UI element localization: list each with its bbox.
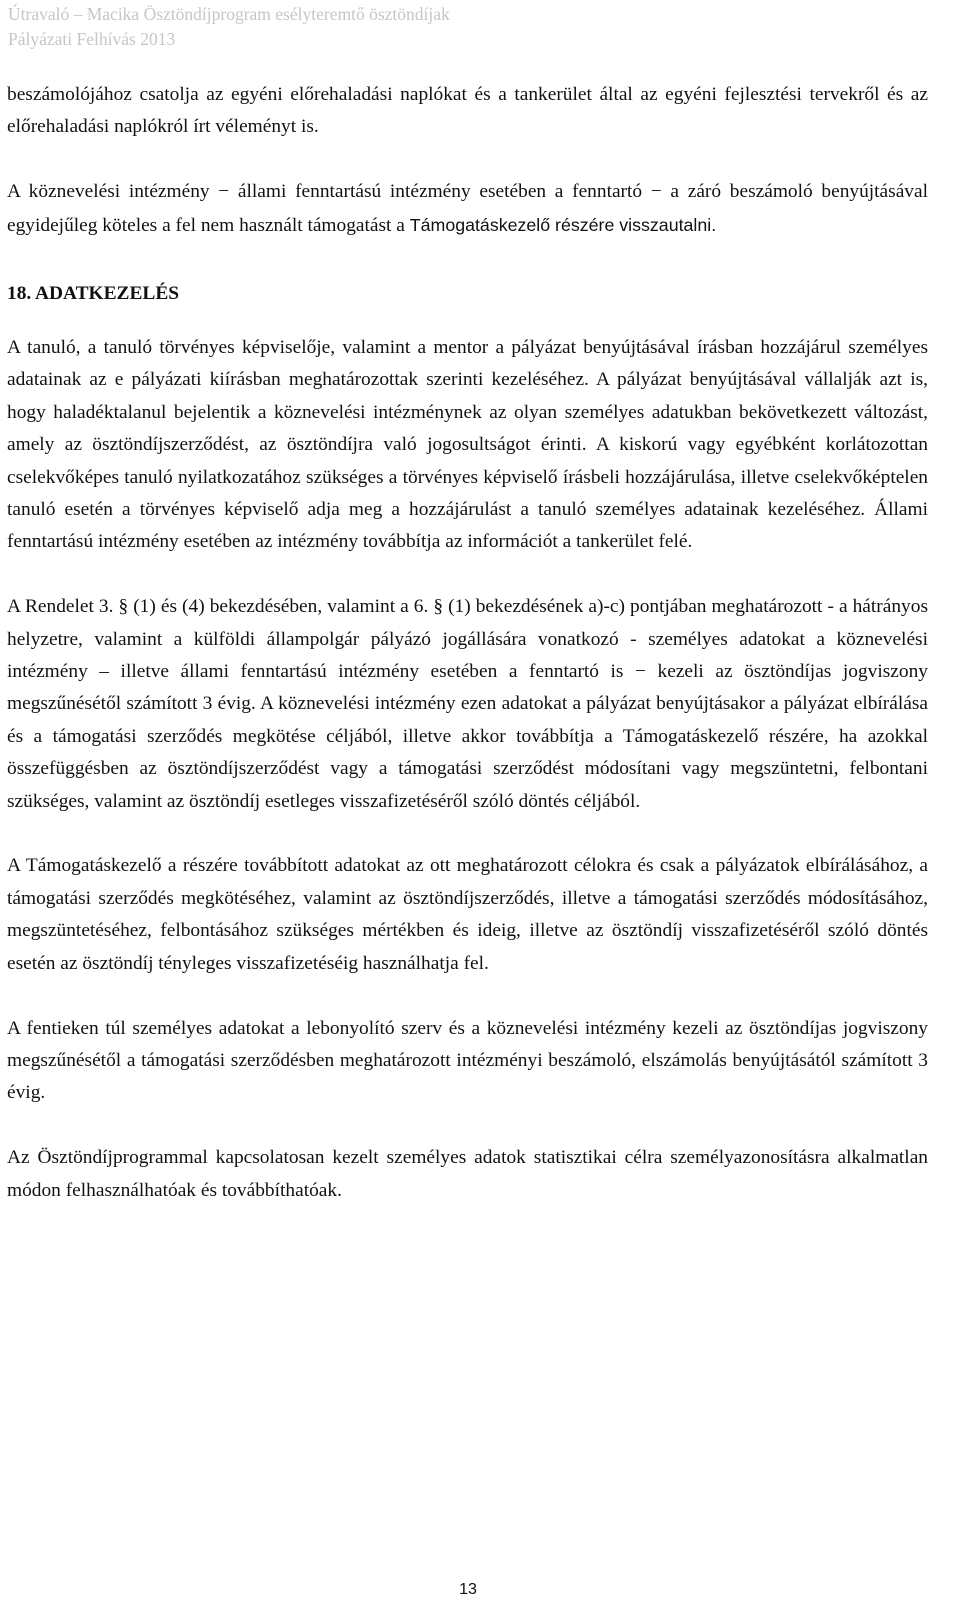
paragraph-unused-support-refund [7, 176, 928, 242]
page-header [8, 2, 948, 52]
paragraph-unused-support-text: A köznevelési intézmény − állami fenntartású intézmény esetében a fenntartó − a záró beszámoló benyújtásával egyidejűleg köteles a fel nem használt támogatást a [7, 181, 928, 236]
paragraph-support-manager-data: A Támogatáskezelő a részére továbbított adatokat az ott meghatározott célokra és csak a pályázatok elbírálásához, a támogatási szerződés megkötéséhez, valamint az ösztöndíjszerződés, illetve a támogatási szerződés módosításához, megszüntetéséhez, felbontásához szükséges mértékben és ideig, illetve az ösztöndíj visszafizetéséről szóló döntés esetén az ösztöndíj tényleges visszafizetéséig használhatja fel. [7, 855, 928, 974]
page-number: 13 [459, 1581, 477, 1598]
paragraph-statistics: Az Ösztöndíjprogrammal kapcsolatosan kezelt személyes adatok statisztikai célra személyazonosításra alkalmatlan módon felhasználhatóak és továbbíthatóak. [7, 1147, 928, 1201]
paragraph-report-attachments: beszámolójához csatolja az egyéni előrehaladási naplókat és a tankerület által az egyéni fejlesztési tervekről és az előrehaladási naplókról írt véleményt is. [7, 84, 928, 138]
paragraph-consent: A tanuló, a tanuló törvényes képviselője, valamint a mentor a pályázat benyújtásával írásban hozzájárul személyes adatainak az e pályázati kiírásban meghatározottak szerinti kezeléséhez. A pályázat benyújtásával vállalják azt is, hogy haladéktalanul bejelentik a köznevelési intézménynek az olyan személyes adatukban bekövetkezett változást, amely az ösztöndíjszerződést, az ösztöndíjra való jogosultságot érinti. A kiskorú vagy egyébként korlátozottan cselekvőképes tanuló nyilatkozatához szükséges a törvényes képviselő írásbeli hozzájárulása, illetve cselekvőképtelen tanuló esetén a törvényes képviselő adja meg a hozzájárulást a tanuló személyes adatainak kezeléséhez. Állami fenntartású intézmény esetében az intézmény továbbítja az információt a tankerület felé. [7, 337, 928, 553]
document-body [7, 79, 928, 1207]
paragraph-retention: A fentieken túl személyes adatokat a lebonyolító szerv és a köznevelési intézmény kezeli az ösztöndíjas jogviszony megszűnésétől a támogatási szerződésben meghatározott intézményi beszámoló, elszámolás benyújtásától számított 3 évig. [7, 1017, 928, 1104]
paragraph-unused-support-text-end: Támogatáskezelő részére visszautalni. [409, 214, 717, 235]
paragraph-regulation-data: A Rendelet 3. § (1) és (4) bekezdésében, valamint a 6. § (1) bekezdésének a)-c) pontjában meghatározott - a hátrányos helyzetre, valamint a külföldi állampolgár pályázó jogállására vonatkozó - személyes adatokat a köznevelési intézmény – illetve állami fenntartású intézmény esetében a fenntartó is − kezeli az ösztöndíjas jogviszony megszűnésétől számított 3 évig. A köznevelési intézmény ezen adatokat a pályázat benyújtásakor a pályázat elbírálása és a támogatási szerződés megkötése céljából, illetve akkor továbbítja a Támogatáskezelő részére, ha azokkal összefüggésben az ösztöndíjszerződést vagy a támogatási szerződést módosítani vagy megszüntetni, felbontani szükséges, valamint az ösztöndíj esetleges visszafizetéséről szóló döntés céljából. [7, 596, 928, 812]
header-program-title: Útravaló – Macika Ösztöndíjprogram esélyteremtő ösztöndíjak [8, 4, 450, 24]
header-call-title: Pályázati Felhívás 2013 [8, 29, 176, 49]
section-title-data-handling: 18. ADATKEZELÉS [7, 283, 180, 305]
